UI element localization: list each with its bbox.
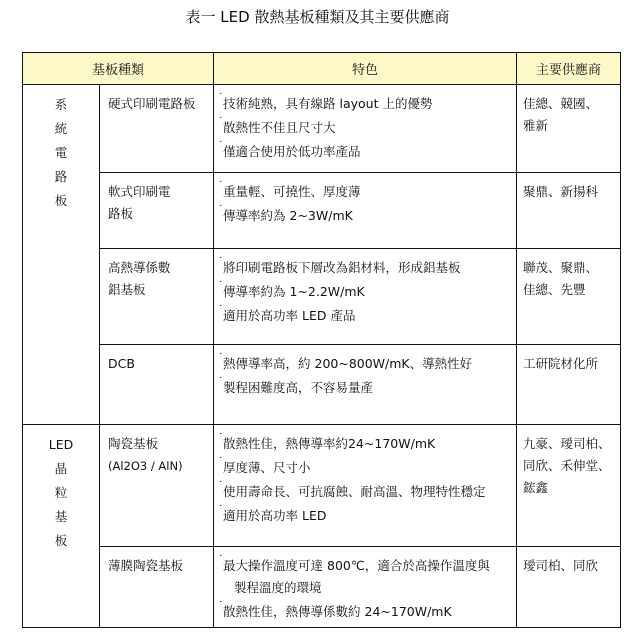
category-char: 系 (54, 97, 68, 112)
substrate-name (100, 425, 214, 547)
feature-item: ˙ 僅適合使用於低功率產品 (220, 141, 510, 163)
substrate-name (100, 249, 214, 345)
features-cell (214, 547, 517, 628)
table-row (23, 345, 621, 425)
features-cell (214, 425, 517, 547)
table-row (23, 85, 621, 173)
substrate-name-line: 陶瓷基板 (108, 436, 159, 451)
category-cell (23, 85, 100, 425)
feature-item: ˙ 重量輕、可撓性、厚度薄 (220, 181, 510, 203)
feature-item: ˙ 熱傳導率高，約 200~800W/mK、導熱性好 (220, 353, 510, 375)
suppliers-cell (517, 173, 621, 249)
supplier-line: 佳總、先豐 (523, 282, 586, 297)
feature-item: ˙ 使用壽命長、可抗腐蝕、耐高溫、物理特性穩定 (220, 481, 510, 503)
substrate-name-line: 路板 (108, 206, 134, 221)
substrate-name (100, 173, 214, 249)
feature-item: ˙ 散熱性佳，熱傳導率約24~170W/mK (220, 433, 510, 455)
features-cell (214, 345, 517, 425)
supplier-line: 雅新 (523, 118, 549, 133)
header-row (23, 53, 621, 85)
feature-item: ˙ 將印刷電路板下層改為鋁材料，形成鋁基板 (220, 257, 510, 279)
supplier-line: 工研院材化所 (523, 356, 599, 371)
category-char: 基 (54, 509, 68, 524)
feature-item: ˙ 散熱性佳，熱傳導係數約 24~170W/mK (220, 601, 510, 623)
supplier-line: 同欣、禾伸堂、 (523, 458, 611, 473)
category-char: 路 (54, 169, 68, 184)
substrate-name-line: 鋁基板 (108, 282, 146, 297)
substrate-name-line: 薄膜陶瓷基板 (108, 558, 184, 573)
category-cell (23, 425, 100, 628)
substrate-name-line: 高熱導係數 (108, 260, 171, 275)
header-features: 特色 (214, 53, 517, 85)
substrate-name-line: (Al2O3 / AlN) (108, 459, 183, 473)
feature-item: ˙ 技術純熟，具有線路 layout 上的優勢 (220, 93, 510, 115)
feature-item: ˙ 最大操作溫度可達 800℃，適合於高操作溫度與 (220, 555, 510, 577)
supplier-line: 鋐鑫 (523, 480, 549, 495)
category-char: 電 (54, 145, 68, 160)
substrate-name (100, 345, 214, 425)
suppliers-cell (517, 547, 621, 628)
category-char: LED (48, 437, 74, 452)
feature-item: ˙ 製程困難度高，不容易量產 (220, 377, 510, 399)
substrate-name (100, 547, 214, 628)
feature-item: ˙ 適用於高功率 LED (220, 505, 510, 527)
table-row (23, 425, 621, 547)
table-row (23, 547, 621, 628)
header-suppliers: 主要供應商 (517, 53, 621, 85)
substrate-name-line: 硬式印刷電路板 (108, 96, 196, 111)
suppliers-cell (517, 249, 621, 345)
substrate-name-line: 軟式印刷電 (108, 184, 171, 199)
supplier-line: 璦司柏、同欣 (523, 558, 599, 573)
feature-item: ˙ 傳導率約為 2~3W/mK (220, 205, 510, 227)
category-char: 統 (54, 121, 68, 136)
header-type: 基板種類 (23, 53, 214, 85)
supplier-line: 九豪、璦司柏、 (523, 436, 611, 451)
table-row (23, 173, 621, 249)
feature-item: ˙ 厚度薄、尺寸小 (220, 457, 510, 479)
table-row (23, 249, 621, 345)
category-char: 粒 (54, 485, 68, 500)
substrate-name-line: DCB (108, 356, 135, 371)
supplier-line: 佳總、競國、 (523, 96, 599, 111)
category-char: 晶 (54, 461, 68, 476)
table-title: 表一 LED 散熱基板種類及其主要供應商 (185, 8, 450, 26)
feature-item: ˙ 適用於高功率 LED 產品 (220, 305, 510, 327)
suppliers-cell (517, 85, 621, 173)
feature-item: ˙ 傳導率約為 1~2.2W/mK (220, 281, 510, 303)
category-char: 板 (54, 193, 68, 208)
feature-item: 製程溫度的環境 (234, 580, 322, 595)
category-char: 板 (54, 533, 68, 548)
features-cell (214, 85, 517, 173)
features-cell (214, 173, 517, 249)
supplier-line: 聚鼎、新揚科 (523, 184, 599, 199)
supplier-line: 聯茂、聚鼎、 (523, 260, 599, 275)
suppliers-cell (517, 345, 621, 425)
substrate-name (100, 85, 214, 173)
suppliers-cell (517, 425, 621, 547)
feature-item: ˙ 散熱性不佳且尺寸大 (220, 117, 510, 139)
substrate-table (22, 52, 621, 628)
features-cell (214, 249, 517, 345)
